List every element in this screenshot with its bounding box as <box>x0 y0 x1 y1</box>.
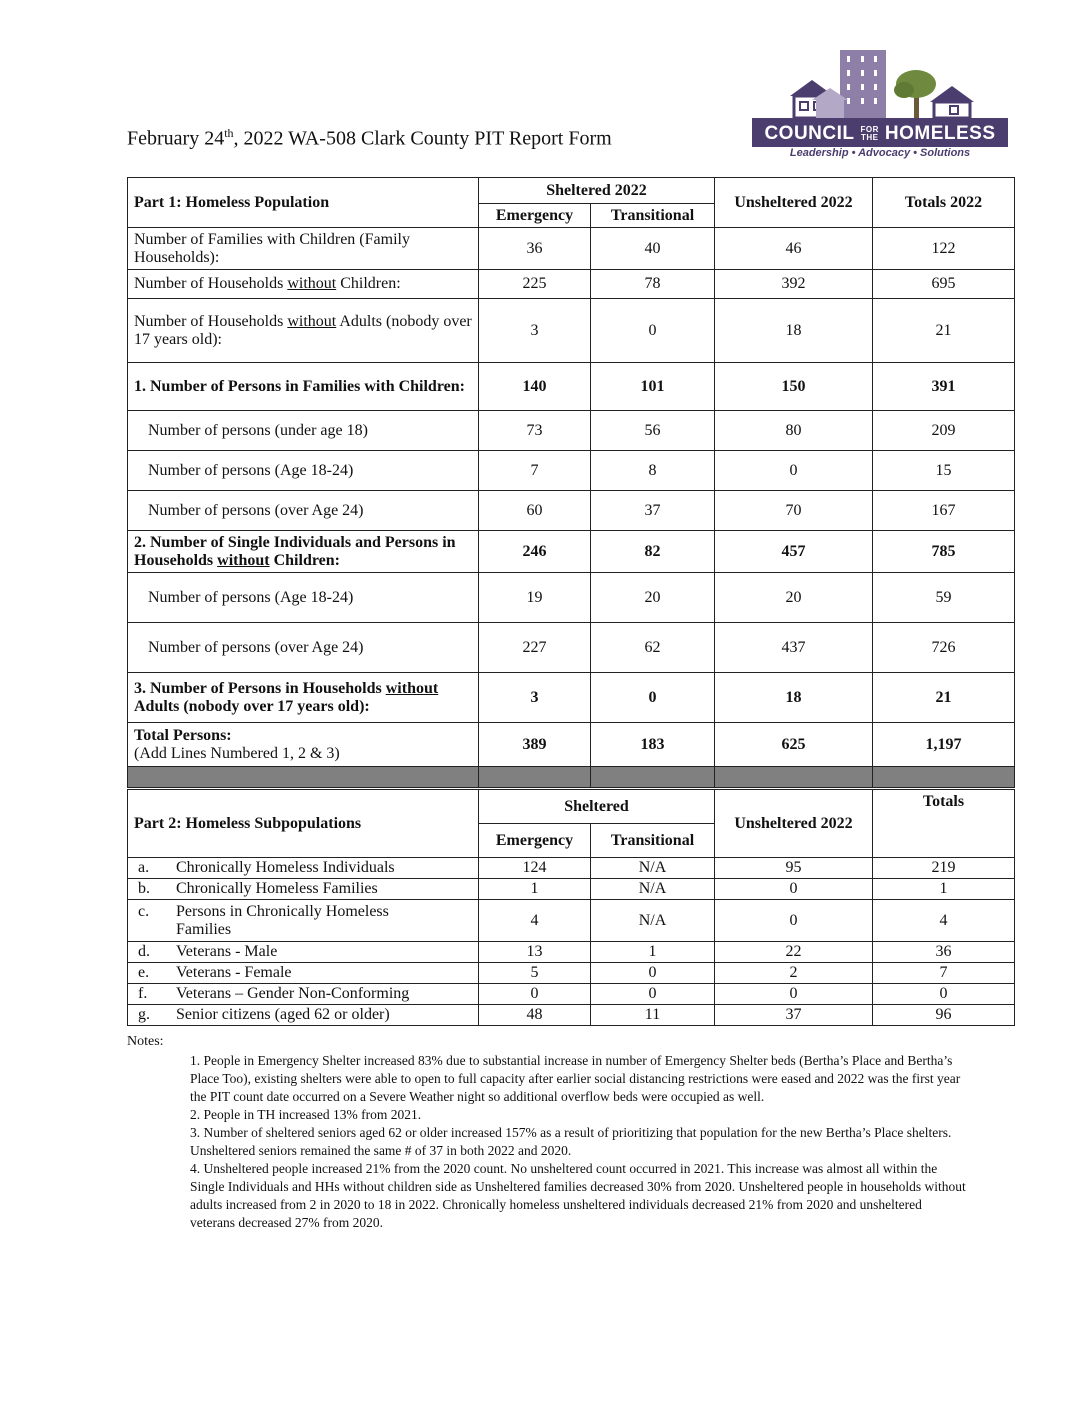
cell-emergency: 7 <box>479 451 591 491</box>
cell-transitional: N/A <box>591 858 715 879</box>
row-label: 1. Number of Persons in Families with Children: <box>128 363 479 411</box>
cell-emergency: 5 <box>479 963 591 984</box>
row-label: 2. Number of Single Individuals and Persons in Households without Children: <box>128 531 479 573</box>
unsheltered-header: Unsheltered 2022 <box>715 178 873 228</box>
cell-unsheltered: 625 <box>715 723 873 767</box>
cell-unsheltered: 95 <box>715 858 873 879</box>
unsheltered-header: Unsheltered 2022 <box>715 790 873 858</box>
note-item: 1. People in Emergency Shelter increased 83% due to substantial increase in number of Emergency Shelter beds (Bertha’s Place and Bertha’s Place Too), existing shelters were able to open to full capacity after earlier social distancing restrictions were eased and 2022 was the first year the PIT count date occurred on a Severe Weather night so additional overflow beds were occupied as well. <box>190 1053 961 1104</box>
table-row <box>128 411 1015 451</box>
table-row <box>128 673 1015 723</box>
cell-total: 7 <box>873 963 1015 984</box>
row-label: Number of persons (under age 18) <box>128 411 479 451</box>
table-row <box>128 963 1015 984</box>
row-label: 3. Number of Persons in Households without Adults (nobody over 17 years old): <box>128 673 479 723</box>
transitional-header: Transitional <box>591 824 715 858</box>
cell-emergency: 36 <box>479 228 591 270</box>
row-label: f. Veterans – Gender Non-Conforming <box>128 984 479 1005</box>
totals-header: Totals 2022 <box>873 178 1015 228</box>
cell-total: 167 <box>873 491 1015 531</box>
cell-transitional: N/A <box>591 900 715 942</box>
cell-total: 785 <box>873 531 1015 573</box>
row-label: Number of persons (over Age 24) <box>128 491 479 531</box>
cell-total: 209 <box>873 411 1015 451</box>
cell-emergency: 124 <box>479 858 591 879</box>
part2-title: Part 2: Homeless Subpopulations <box>128 790 479 858</box>
notes-section <box>190 1052 970 1232</box>
totals-header: Totals <box>873 790 1015 858</box>
cell-total: 59 <box>873 573 1015 623</box>
table-row <box>128 491 1015 531</box>
part2-header-row <box>128 790 1015 824</box>
table-row <box>128 451 1015 491</box>
cell-transitional: 11 <box>591 1005 715 1026</box>
transitional-header: Transitional <box>591 204 715 228</box>
cell-emergency: 389 <box>479 723 591 767</box>
cell-unsheltered: 392 <box>715 270 873 299</box>
cell-transitional: 0 <box>591 299 715 363</box>
cell-transitional: 62 <box>591 623 715 673</box>
cell-transitional: 37 <box>591 491 715 531</box>
table-row <box>128 900 1015 942</box>
cell-total: 36 <box>873 942 1015 963</box>
part1-title: Part 1: Homeless Population <box>128 178 479 228</box>
cell-total: 1 <box>873 879 1015 900</box>
cell-emergency: 0 <box>479 984 591 1005</box>
row-label: Total Persons: (Add Lines Numbered 1, 2 & 3) <box>128 723 479 767</box>
cell-emergency: 140 <box>479 363 591 411</box>
table-row <box>128 299 1015 363</box>
cell-unsheltered: 0 <box>715 451 873 491</box>
cell-emergency: 225 <box>479 270 591 299</box>
cell-emergency: 3 <box>479 299 591 363</box>
cell-transitional: 8 <box>591 451 715 491</box>
cell-total: 96 <box>873 1005 1015 1026</box>
cell-total: 0 <box>873 984 1015 1005</box>
cell-total: 15 <box>873 451 1015 491</box>
row-label: d. Veterans - Male <box>128 942 479 963</box>
cell-transitional: N/A <box>591 879 715 900</box>
cell-unsheltered: 18 <box>715 673 873 723</box>
cell-unsheltered: 37 <box>715 1005 873 1026</box>
row-label: Number of persons (Age 18-24) <box>128 451 479 491</box>
cell-emergency: 48 <box>479 1005 591 1026</box>
cell-total: 391 <box>873 363 1015 411</box>
cell-transitional: 20 <box>591 573 715 623</box>
cell-total: 122 <box>873 228 1015 270</box>
cell-transitional: 82 <box>591 531 715 573</box>
emergency-header: Emergency <box>479 204 591 228</box>
table-row <box>128 228 1015 270</box>
emergency-header: Emergency <box>479 824 591 858</box>
table-row-total <box>128 723 1015 767</box>
cell-emergency: 4 <box>479 900 591 942</box>
cell-total: 695 <box>873 270 1015 299</box>
row-label: a. Chronically Homeless Individuals <box>128 858 479 879</box>
logo-wordmark: COUNCIL FOR THE HOMELESS <box>752 121 1008 147</box>
row-label: g. Senior citizens (aged 62 or older) <box>128 1005 479 1026</box>
table-row <box>128 623 1015 673</box>
cell-unsheltered: 18 <box>715 299 873 363</box>
cell-transitional: 0 <box>591 673 715 723</box>
table-row <box>128 942 1015 963</box>
houses-skyline-icon <box>752 46 1008 122</box>
note-item: 2. People in TH increased 13% from 2021. <box>190 1107 422 1122</box>
cell-unsheltered: 150 <box>715 363 873 411</box>
cell-emergency: 246 <box>479 531 591 573</box>
homeless-subpopulations-table <box>127 789 1015 1026</box>
cell-transitional: 0 <box>591 963 715 984</box>
note-item: 3. Number of sheltered seniors aged 62 or older increased 157% as a result of prioritizing that population for the new Bertha’s Place shelters. Unsheltered seniors remained the same # of 37 in both 2022 and 2020. <box>190 1125 952 1158</box>
row-label: c. Persons in Chronically Homeless Families <box>128 900 479 942</box>
sheltered-header: Sheltered 2022 <box>479 178 715 204</box>
cell-transitional: 101 <box>591 363 715 411</box>
cell-unsheltered: 0 <box>715 900 873 942</box>
table-row <box>128 363 1015 411</box>
cell-emergency: 1 <box>479 879 591 900</box>
row-label: Number of Households without Children: <box>128 270 479 299</box>
separator-row <box>128 767 1015 788</box>
cell-total: 219 <box>873 858 1015 879</box>
sheltered-header: Sheltered <box>479 790 715 824</box>
council-logo <box>752 46 1008 164</box>
cell-unsheltered: 0 <box>715 879 873 900</box>
cell-unsheltered: 20 <box>715 573 873 623</box>
cell-total: 4 <box>873 900 1015 942</box>
cell-unsheltered: 70 <box>715 491 873 531</box>
cell-unsheltered: 437 <box>715 623 873 673</box>
cell-transitional: 1 <box>591 942 715 963</box>
cell-total: 21 <box>873 299 1015 363</box>
cell-transitional: 40 <box>591 228 715 270</box>
row-label: Number of persons (over Age 24) <box>128 623 479 673</box>
row-label: Number of Households without Adults (nobody over 17 years old): <box>128 299 479 363</box>
row-label: e. Veterans - Female <box>128 963 479 984</box>
note-item: 4. Unsheltered people increased 21% from the 2020 count. No unsheltered count occurred in 2021. This increase was almost all within the Single Individuals and HHs without children side as Unsheltered families decreased 30% from 2020. Unsheltered people in households without adults increased from 2 in 2020 to 18 in 2022. Chronically homeless unsheltered individuals decreased 21% from 2020 and unsheltered veterans decreased 27% from 2020. <box>190 1161 966 1230</box>
row-label: Number of Families with Children (Family Households): <box>128 228 479 270</box>
cell-total: 726 <box>873 623 1015 673</box>
cell-unsheltered: 0 <box>715 984 873 1005</box>
cell-transitional: 56 <box>591 411 715 451</box>
row-label: Number of persons (Age 18-24) <box>128 573 479 623</box>
cell-unsheltered: 2 <box>715 963 873 984</box>
cell-unsheltered: 80 <box>715 411 873 451</box>
logo-tagline: Leadership • Advocacy • Solutions <box>789 147 971 159</box>
table-row <box>128 879 1015 900</box>
notes-label: Notes: <box>127 1034 164 1049</box>
page-title: February 24th, 2022 WA-508 Clark County PIT Report Form <box>127 126 612 150</box>
homeless-population-table <box>127 177 1015 788</box>
part1-header-row <box>128 178 1015 204</box>
cell-emergency: 3 <box>479 673 591 723</box>
cell-total: 21 <box>873 673 1015 723</box>
cell-emergency: 13 <box>479 942 591 963</box>
row-label: b. Chronically Homeless Families <box>128 879 479 900</box>
table-row <box>128 573 1015 623</box>
cell-unsheltered: 457 <box>715 531 873 573</box>
cell-transitional: 0 <box>591 984 715 1005</box>
cell-total: 1,197 <box>873 723 1015 767</box>
cell-emergency: 227 <box>479 623 591 673</box>
cell-unsheltered: 22 <box>715 942 873 963</box>
cell-transitional: 78 <box>591 270 715 299</box>
table-row <box>128 858 1015 879</box>
cell-unsheltered: 46 <box>715 228 873 270</box>
table-row <box>128 531 1015 573</box>
table-row <box>128 1005 1015 1026</box>
table-row <box>128 270 1015 299</box>
cell-emergency: 19 <box>479 573 591 623</box>
cell-emergency: 60 <box>479 491 591 531</box>
cell-transitional: 183 <box>591 723 715 767</box>
table-row <box>128 984 1015 1005</box>
cell-emergency: 73 <box>479 411 591 451</box>
